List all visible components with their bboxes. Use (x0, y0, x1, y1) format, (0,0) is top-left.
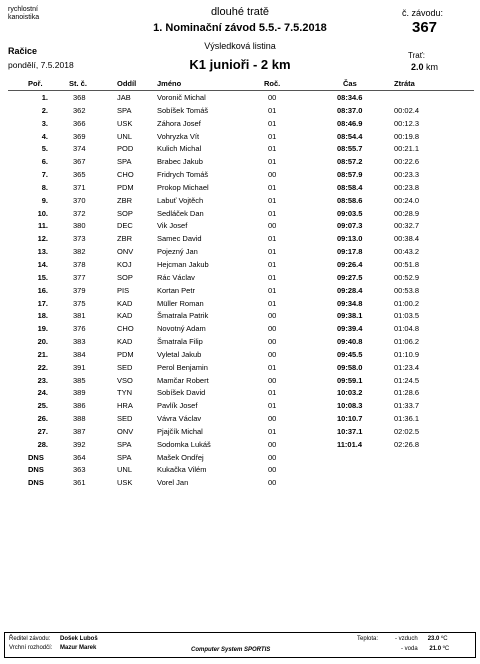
athlete-name: Mamčar Robert (157, 375, 209, 385)
athlete-name: Sobíšek Tomáš (157, 105, 209, 115)
rank: 21. (37, 349, 48, 359)
rank: 12. (37, 234, 48, 244)
time-loss: 00:23.3 (394, 170, 420, 180)
athlete-name: Samec David (157, 234, 202, 244)
result-row (0, 259, 480, 272)
time-loss: 00:28.9 (394, 208, 420, 218)
time-loss: 00:43.2 (394, 247, 420, 257)
result-row (0, 439, 480, 452)
club: PDM (117, 349, 134, 359)
result-row (0, 336, 480, 349)
athlete-name: Fridrych Tomáš (157, 170, 209, 180)
result-row (0, 208, 480, 221)
result-row (0, 182, 480, 195)
bib: 389 (73, 388, 86, 398)
director-label: Ředitel závodu: (9, 636, 51, 642)
club: SPA (117, 157, 132, 167)
finish-time: 09:17.8 (337, 247, 363, 257)
athlete-name: Pjajčík Michal (157, 426, 203, 436)
club: SOP (117, 208, 133, 218)
finish-time: 11:01.4 (337, 439, 363, 449)
birth-year: 00 (268, 349, 277, 359)
birth-year: 00 (268, 324, 277, 334)
finish-time: 09:34.8 (337, 298, 363, 308)
birth-year: 01 (268, 131, 277, 141)
finish-time: 08:46.9 (337, 118, 363, 128)
air-value: 23.0 (427, 636, 440, 642)
birth-year: 00 (268, 337, 277, 347)
club: JAB (117, 93, 131, 102)
rank: 10. (37, 208, 48, 218)
bib: 385 (73, 375, 86, 385)
rank: 27. (37, 426, 48, 436)
finish-time: 09:58.0 (337, 362, 363, 372)
bib: 366 (73, 118, 86, 128)
finish-time: 08:57.9 (337, 170, 363, 180)
track-label: Trať: (408, 51, 425, 60)
water-label: - voda (401, 646, 418, 652)
result-row (0, 285, 480, 298)
rank: 18. (37, 311, 48, 321)
birth-year: 01 (268, 272, 277, 282)
finish-time: 09:03.5 (337, 208, 363, 218)
bib: 381 (73, 311, 86, 321)
rank: 28. (37, 439, 48, 449)
finish-time: 09:26.4 (337, 259, 363, 269)
birth-year: 00 (268, 93, 277, 102)
bib: 391 (73, 362, 86, 372)
club: KAD (117, 337, 133, 347)
club: SPA (117, 105, 132, 115)
birth-year: 01 (268, 182, 277, 192)
club: ONV (117, 426, 134, 436)
club: HRA (117, 401, 133, 411)
rank: 3. (41, 118, 48, 128)
result-row (0, 131, 480, 144)
birth-year: 01 (268, 426, 277, 436)
finish-time: 09:13.0 (337, 234, 363, 244)
bib: 387 (73, 426, 86, 436)
rank: 24. (37, 388, 48, 398)
result-row (0, 310, 480, 323)
club: USK (117, 118, 133, 128)
time-loss: 01:28.6 (394, 388, 420, 398)
footer-box (4, 632, 476, 658)
finish-time: 09:59.1 (337, 375, 363, 385)
result-row (0, 105, 480, 118)
rank: 2. (41, 105, 48, 115)
finish-time: 10:10.7 (337, 414, 363, 424)
athlete-name: Mašek Ondřej (157, 452, 204, 462)
water-temperature (401, 646, 449, 652)
bib: 373 (73, 234, 86, 244)
time-loss: 00:24.0 (394, 195, 420, 205)
result-row (0, 246, 480, 259)
water-value: 21.0 (429, 646, 442, 652)
finish-time: 09:39.4 (337, 324, 363, 334)
bib: 377 (73, 272, 86, 282)
track-length-value: 2.0 (411, 62, 424, 72)
club: PIS (117, 285, 130, 295)
birth-year: 01 (268, 234, 277, 244)
athlete-name: Perol Benjamin (157, 362, 208, 372)
athlete-name: Vohryzka Vít (157, 131, 200, 141)
time-loss: 02:02.5 (394, 426, 420, 436)
time-loss: 00:52.9 (394, 272, 420, 282)
air-temperature (395, 636, 448, 642)
rank: 19. (37, 324, 48, 334)
time-loss: 01:04.8 (394, 324, 420, 334)
birth-year: 00 (268, 439, 277, 449)
athlete-name: Sedláček Dan (157, 208, 204, 218)
finish-time: 09:28.4 (337, 285, 363, 295)
discipline-title: dlouhé tratě (210, 6, 270, 18)
rank: DNS (28, 478, 44, 488)
club: CHO (117, 170, 134, 180)
result-row (0, 413, 480, 426)
time-loss: 01:03.5 (394, 311, 420, 321)
club: UNL (117, 131, 133, 141)
rank: 16. (37, 285, 48, 295)
referee-label: Vrchní rozhodčí: (9, 645, 53, 651)
time-loss: 00:51.8 (394, 259, 420, 269)
bib: 364 (73, 452, 86, 462)
time-loss: 01:23.4 (394, 362, 420, 372)
birth-year: 00 (268, 221, 277, 231)
athlete-name: Kukačka Vilém (157, 465, 207, 475)
time-loss: 00:38.4 (394, 234, 420, 244)
column-header-name: Jméno (157, 79, 182, 88)
result-row (0, 143, 480, 156)
birth-year: 00 (268, 414, 277, 424)
club: SED (117, 414, 133, 424)
athlete-name: Voronič Michal (157, 93, 206, 102)
time-loss: 01:24.5 (394, 375, 420, 385)
bib: 386 (73, 401, 86, 411)
bib: 376 (73, 324, 86, 334)
club: ZBR (117, 234, 132, 244)
header-divider (8, 90, 474, 91)
result-row (0, 169, 480, 182)
organization-line-2: kanoistika (8, 14, 40, 21)
birth-year: 01 (268, 118, 277, 128)
club: SOP (117, 272, 133, 282)
rank: 13. (37, 247, 48, 257)
birth-year: 01 (268, 247, 277, 257)
finish-time: 10:37.1 (337, 426, 363, 436)
athlete-name: Šmatrala Patrik (157, 311, 209, 321)
bib: 378 (73, 259, 86, 269)
birth-year: 00 (268, 465, 277, 475)
birth-year: 00 (268, 311, 277, 321)
finish-time: 09:27.5 (337, 272, 363, 282)
bib: 375 (73, 298, 86, 308)
finish-time: 09:38.1 (337, 311, 363, 321)
birth-year: 00 (268, 452, 277, 462)
bib: 371 (73, 182, 86, 192)
bib: 361 (73, 478, 86, 488)
air-label: - vzduch (395, 636, 418, 642)
race-date: pondělí, 7.5.2018 (8, 60, 74, 70)
finish-time: 08:34.6 (337, 93, 363, 102)
athlete-name: Šmatrala Filip (157, 337, 203, 347)
birth-year: 01 (268, 105, 277, 115)
result-row (0, 477, 480, 490)
result-row (0, 92, 480, 105)
finish-time: 09:07.3 (337, 221, 363, 231)
rank: 7. (41, 170, 48, 180)
athlete-name: Novotný Adam (157, 324, 206, 334)
athlete-name: Prokop Michael (157, 182, 209, 192)
result-row (0, 272, 480, 285)
bib: 367 (73, 157, 86, 167)
venue: Račice (8, 46, 38, 56)
bib: 372 (73, 208, 86, 218)
time-loss: 00:12.3 (394, 118, 420, 128)
air-unit: ºC (441, 636, 448, 642)
bib: 374 (73, 144, 86, 154)
finish-time: 08:54.4 (337, 131, 363, 141)
bib: 382 (73, 247, 86, 257)
time-loss: 01:06.2 (394, 337, 420, 347)
bib: 368 (73, 93, 86, 102)
finish-time: 08:57.2 (337, 157, 363, 167)
rank: 6. (41, 157, 48, 167)
athlete-name: Pojezný Jan (157, 247, 198, 257)
result-row (0, 452, 480, 465)
birth-year: 01 (268, 285, 277, 295)
club: PDM (117, 182, 134, 192)
time-loss: 00:21.1 (394, 144, 420, 154)
category-title: K1 junioři - 2 km (189, 57, 291, 72)
finish-time: 09:45.5 (337, 349, 363, 359)
bib: 384 (73, 349, 86, 359)
bib: 365 (73, 170, 86, 180)
rank: 25. (37, 401, 48, 411)
athlete-name: Labuť Vojtěch (157, 195, 204, 205)
result-row (0, 233, 480, 246)
result-row (0, 426, 480, 439)
result-row (0, 400, 480, 413)
race-number: 367 (412, 19, 438, 36)
organization-line-1: rychlostní (8, 6, 38, 13)
time-loss: 01:33.7 (394, 401, 420, 411)
rank: 22. (37, 362, 48, 372)
time-loss: 00:02.4 (394, 105, 420, 115)
time-loss: 02:26.8 (394, 439, 420, 449)
birth-year: 01 (268, 401, 277, 411)
birth-year: 01 (268, 298, 277, 308)
column-header-bib: St. č. (69, 79, 87, 88)
club: POD (117, 144, 134, 154)
column-header-rank: Poř. (28, 79, 43, 88)
rank: 5. (41, 144, 48, 154)
rank: 26. (37, 414, 48, 424)
results-table (0, 92, 480, 490)
rank: DNS (28, 452, 44, 462)
finish-time: 08:37.0 (337, 105, 363, 115)
birth-year: 01 (268, 195, 277, 205)
finish-time: 09:40.8 (337, 337, 363, 347)
result-row (0, 349, 480, 362)
athlete-name: Müller Roman (157, 298, 204, 308)
result-row (0, 220, 480, 233)
athlete-name: Kortan Petr (157, 285, 195, 295)
event-title: 1. Nominační závod 5.5.- 7.5.2018 (153, 22, 327, 34)
athlete-name: Brabec Jakub (157, 157, 203, 167)
software-credit: Computer System SPORTIS (191, 647, 271, 653)
result-row (0, 156, 480, 169)
athlete-name: Záhora Josef (157, 118, 201, 128)
column-header-club: Oddíl (117, 79, 137, 88)
bib: 388 (73, 414, 86, 424)
time-loss: 00:53.8 (394, 285, 420, 295)
result-row (0, 375, 480, 388)
referee-name: Mazur Marek (60, 645, 97, 651)
time-loss: 00:32.7 (394, 221, 420, 231)
column-header-time: Čas (343, 79, 357, 88)
birth-year: 01 (268, 157, 277, 167)
column-header-year: Roč. (264, 79, 281, 88)
finish-time: 08:58.6 (337, 195, 363, 205)
rank: 4. (41, 131, 48, 141)
rank: 14. (37, 259, 48, 269)
track-length-unit: km (426, 62, 439, 72)
rank: 15. (37, 272, 48, 282)
result-row (0, 323, 480, 336)
water-unit: ºC (442, 646, 450, 652)
athlete-name: Rác Václav (157, 272, 195, 282)
club: DEC (117, 221, 133, 231)
birth-year: 01 (268, 144, 277, 154)
club: KOJ (117, 259, 132, 269)
club: SED (117, 362, 133, 372)
rank: 8. (41, 182, 48, 192)
birth-year: 01 (268, 259, 277, 269)
club: USK (117, 478, 133, 488)
time-loss: 01:00.2 (394, 298, 420, 308)
bib: 363 (73, 465, 86, 475)
result-row (0, 195, 480, 208)
bib: 370 (73, 195, 86, 205)
athlete-name: Vik Josef (157, 221, 188, 231)
result-row (0, 298, 480, 311)
time-loss: 01:36.1 (394, 414, 420, 424)
bib: 369 (73, 131, 86, 141)
time-loss: 00:22.6 (394, 157, 420, 167)
club: SPA (117, 452, 132, 462)
athlete-name: Vávra Václav (157, 414, 202, 424)
athlete-name: Sobíšek David (157, 388, 206, 398)
results-list-title: Výsledková listina (204, 41, 276, 51)
result-row (0, 387, 480, 400)
rank: 17. (37, 298, 48, 308)
birth-year: 01 (268, 208, 277, 218)
athlete-name: Hejcman Jakub (157, 259, 209, 269)
track-length (411, 62, 438, 72)
finish-time: 10:03.2 (337, 388, 363, 398)
bib: 379 (73, 285, 86, 295)
birth-year: 00 (268, 375, 277, 385)
club: VSO (117, 375, 133, 385)
birth-year: 01 (268, 388, 277, 398)
result-row (0, 464, 480, 477)
column-header-loss: Ztráta (394, 79, 415, 88)
athlete-name: Pavlík Josef (157, 401, 198, 411)
club: CHO (117, 324, 134, 334)
finish-time: 08:55.7 (337, 144, 363, 154)
club: ONV (117, 247, 134, 257)
finish-time: 08:58.4 (337, 182, 363, 192)
rank: DNS (28, 465, 44, 475)
athlete-name: Kulich Michal (157, 144, 202, 154)
club: KAD (117, 298, 133, 308)
bib: 380 (73, 221, 86, 231)
club: UNL (117, 465, 133, 475)
birth-year: 00 (268, 478, 277, 488)
bib: 383 (73, 337, 86, 347)
rank: 11. (37, 221, 48, 231)
result-row (0, 118, 480, 131)
birth-year: 00 (268, 170, 277, 180)
bib: 392 (73, 439, 86, 449)
temperature-label: Teplota: (357, 636, 379, 642)
rank: 9. (41, 195, 48, 205)
time-loss: 00:19.8 (394, 131, 420, 141)
director-name: Došek Luboš (60, 636, 98, 642)
athlete-name: Sodomka Lukáš (157, 439, 211, 449)
club: ZBR (117, 195, 132, 205)
rank: 20. (37, 337, 48, 347)
race-number-label: č. závodu: (402, 8, 444, 18)
rank: 1. (41, 93, 48, 102)
time-loss: 01:10.9 (394, 349, 420, 359)
bib: 362 (73, 105, 86, 115)
rank: 23. (37, 375, 48, 385)
club: TYN (117, 388, 132, 398)
athlete-name: Vorel Jan (157, 478, 189, 488)
time-loss: 00:23.8 (394, 182, 420, 192)
birth-year: 01 (268, 362, 277, 372)
club: KAD (117, 311, 133, 321)
athlete-name: Vyletal Jakub (157, 349, 202, 359)
finish-time: 10:08.3 (337, 401, 363, 411)
result-row (0, 362, 480, 375)
club: SPA (117, 439, 132, 449)
